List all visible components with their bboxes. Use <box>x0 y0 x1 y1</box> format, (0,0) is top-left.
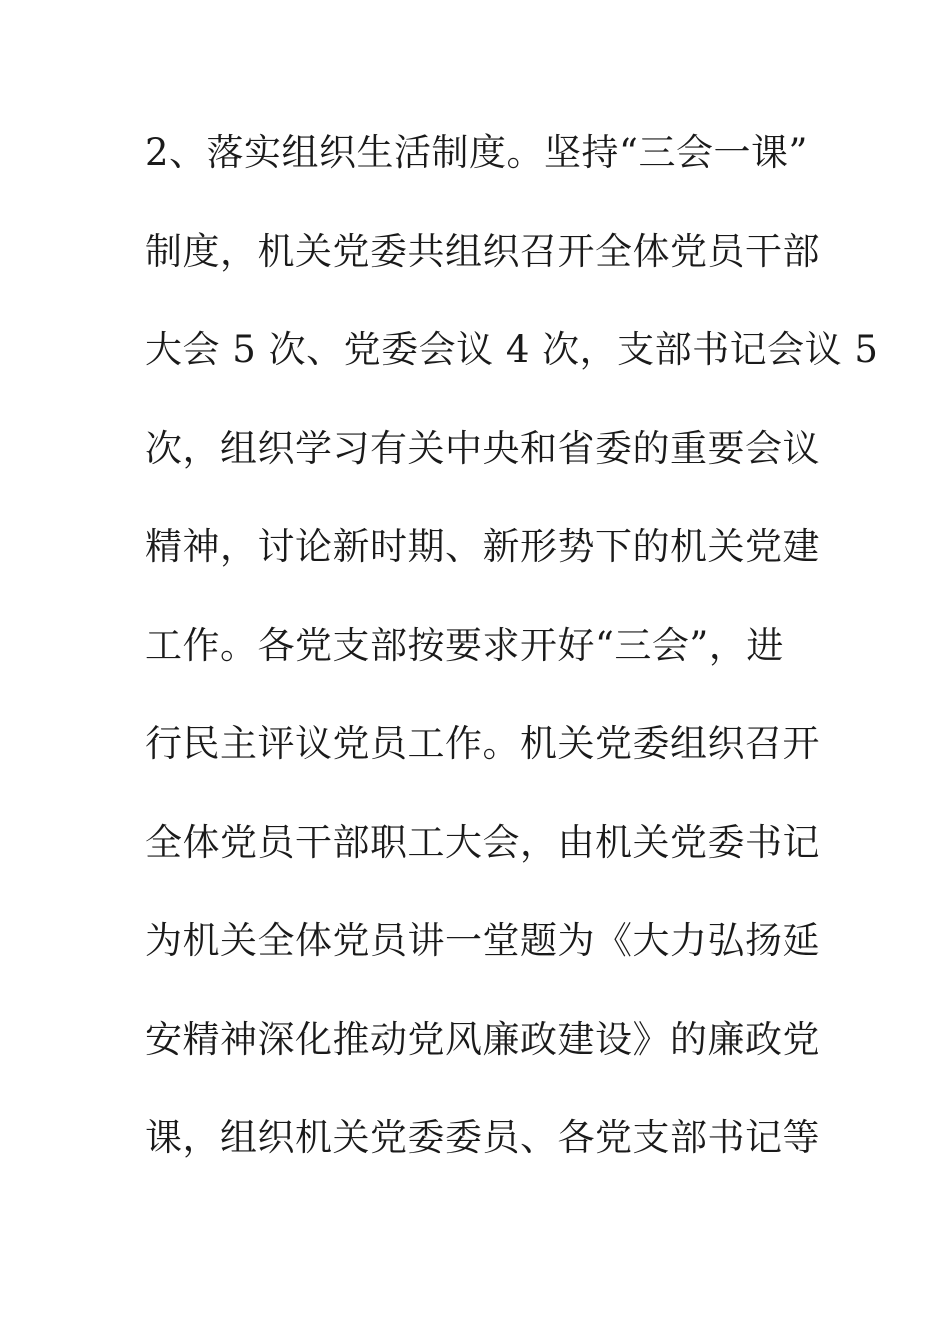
paragraph-line: 制度，机关党委共组织召开全体党员干部 <box>145 229 820 273</box>
paragraph-line: 工作。各党支部按要求开好“三会”，进 <box>145 623 784 667</box>
body-paragraph <box>145 125 879 1209</box>
paragraph-line: 安精神深化推动党风廉政建设》的廉政党 <box>145 1017 820 1061</box>
paragraph-line: 全体党员干部职工大会，由机关党委书记 <box>145 820 820 864</box>
paragraph-line: 为机关全体党员讲一堂题为《大力弘扬延 <box>145 919 820 962</box>
paragraph-line: 2、落实组织生活制度。坚持“三会一课” <box>145 131 808 174</box>
paragraph-line: 精神，讨论新时期、新形势下的机关党建 <box>145 525 820 568</box>
paragraph-line: 课，组织机关党委委员、各党支部书记等 <box>145 1116 820 1159</box>
paragraph-line: 行民主评议党员工作。机关党委组织召开 <box>145 722 820 765</box>
paragraph-line: 大会 5 次、党委会议 4 次，支部书记会议 5 <box>145 328 879 371</box>
paragraph-line: 次，组织学习有关中央和省委的重要会议 <box>145 426 820 470</box>
